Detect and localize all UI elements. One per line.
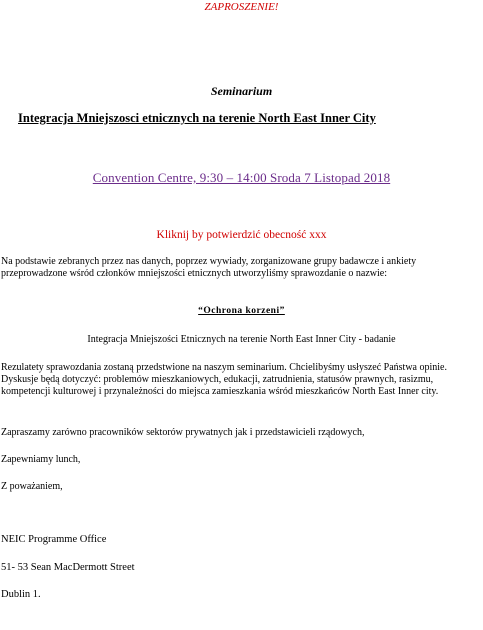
- results-paragraph: Rezulatety sprawozdania zostaną przedstwione na naszym seminarium. Chcielibyśmy usłyszeć Państwa opinie. Dyskusje będą dotyczyć: problemów mieszkaniowych, edukacji, zatrudnienia, statusów prawnych, rasizmu, kompetencji kulturowej i przynależności do miejsca zamieszkania wśród mieszkańców North East Inner city.: [1, 362, 447, 397]
- invitation-heading: ZAPROSZENIE!: [204, 1, 279, 13]
- venue-link[interactable]: Convention Centre, 9:30 – 14:00 Sroda 7 Listopad 2018: [92, 170, 391, 185]
- invite-all-paragraph: Zapraszamy zarówno pracowników sektorów prywatnych jak i przedstawicieli rządowych,: [1, 427, 365, 438]
- report-name: “Ochrona korzeni”: [198, 306, 285, 316]
- confirm-attendance-link[interactable]: Kliknij by potwierdzić obecność xxx: [156, 229, 327, 241]
- signature-city: Dublin 1.: [1, 589, 41, 600]
- report-subtitle: Integracja Mniejszości Etnicznych na terenie North East Inner City - badanie: [87, 334, 396, 345]
- regards-line: Z poważaniem,: [1, 481, 63, 492]
- signature-office: NEIC Programme Office: [1, 534, 107, 545]
- seminar-title: Integracja Mniejszosci etnicznych na terenie North East Inner City: [18, 111, 376, 125]
- signature-street: 51- 53 Sean MacDermott Street: [1, 562, 135, 573]
- seminar-heading: Seminarium: [210, 84, 273, 98]
- lunch-line: Zapewniamy lunch,: [1, 454, 81, 465]
- intro-paragraph: Na podstawie zebranych przez nas danych, poprzez wywiady, zorganizowane grupy badawcze i ankiety przeprowadzone wśród członków mniejszości etnicznych utworzyliśmy sprawozdanie o nazwie:: [1, 256, 417, 279]
